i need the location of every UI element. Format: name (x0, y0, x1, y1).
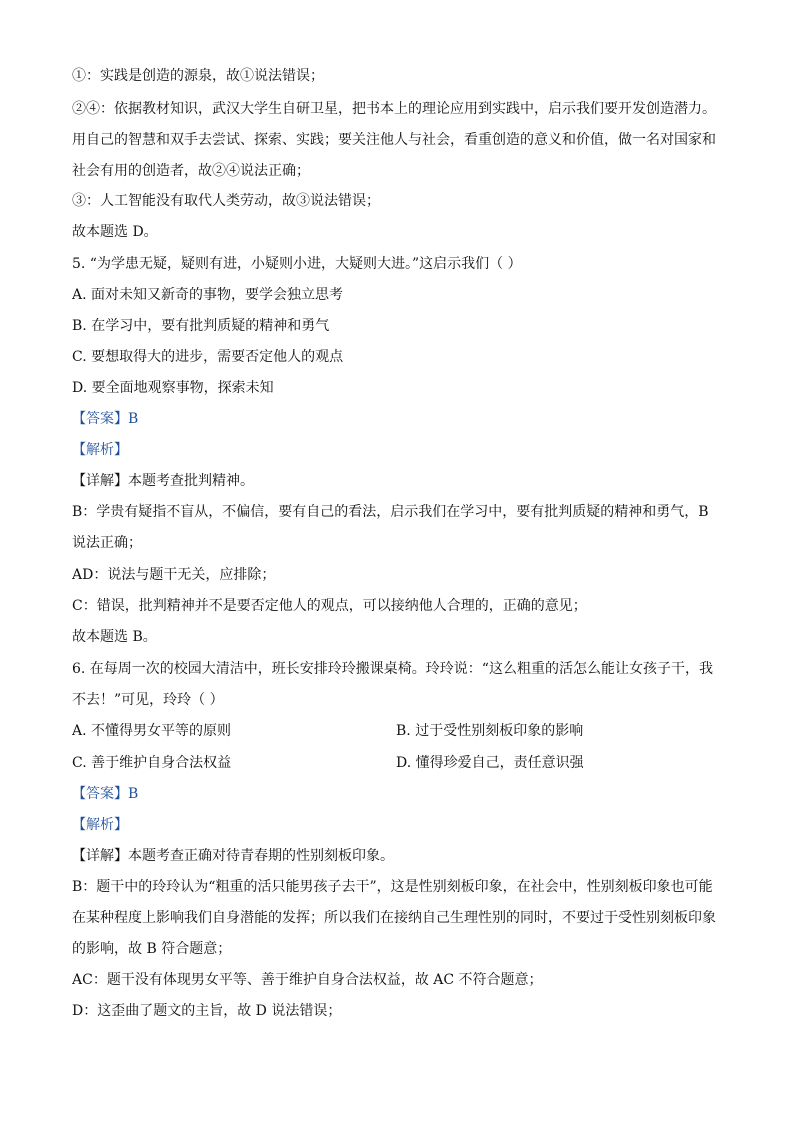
question-5-stem: 5. “为学患无疑，疑则有进，小疑则小进，大疑则大进。”这启示我们（ ） (72, 256, 522, 272)
question-6-option-d: D. 懂得珍爱自己，责任意识强 (396, 755, 584, 771)
detail-line: D：这歪曲了题文的主旨，故 D 说法错误； (72, 1003, 342, 1019)
explanation-line: 社会有用的创造者，故②④说法正确； (72, 163, 310, 179)
explanation-line: ②④：依据教材知识，武汉大学生自研卫星，把书本上的理论应用到实践中，启示我们要开发创造潜力。 (72, 101, 716, 117)
detail-line: 【详解】本题考查批判精神。 (72, 473, 254, 489)
detail-line: 在某种程度上影响我们自身潜能的发挥；所以我们在接纳自己生理性别的同时，不要过于受性别刻板印象 (72, 910, 716, 926)
detail-line: 说法正确； (72, 535, 142, 551)
question-5-option-a: A. 面对未知又新奇的事物，要学会独立思考 (72, 287, 344, 303)
detail-line: B：题干中的玲玲认为“粗重的活只能男孩子去干”，这是性别刻板印象，在社会中，性别刻板印象也可能 (72, 879, 713, 895)
analysis-label: 【解析】 (72, 442, 128, 458)
explanation-line: 用自己的智慧和双手去尝试、探索、实践；要关注他人与社会，看重创造的意义和价值，做一名对国家和 (72, 132, 716, 148)
detail-line: B：学贵有疑指不盲从，不偏信，要有自己的看法，启示我们在学习中，要有批判质疑的精神和勇气，B (72, 504, 709, 520)
question-5-option-d: D. 要全面地观察事物，探索未知 (72, 380, 274, 396)
explanation-line: ①：实践是创造的源泉，故①说法错误； (72, 68, 324, 84)
detail-line: C：错误，批判精神并不是要否定他人的观点，可以接纳他人合理的，正确的意见； (72, 598, 587, 614)
question-6-option-a: A. 不懂得男女平等的原则 (72, 723, 232, 739)
detail-line: 【详解】本题考查正确对待青春期的性别刻板印象。 (72, 848, 394, 864)
question-6-stem: 不去！”可见，玲玲（ ） (72, 692, 224, 708)
detail-line: AD：说法与题干无关，应排除； (72, 567, 276, 583)
answer-label: 【答案】B (72, 411, 139, 427)
answer-label: 【答案】B (72, 786, 139, 802)
question-5-option-b: B. 在学习中，要有批判质疑的精神和勇气 (72, 318, 330, 334)
question-6-stem: 6. 在每周一次的校园大清洁中，班长安排玲玲搬课桌椅。玲玲说：“这么粗重的活怎么能让女孩子干，我 (72, 661, 713, 677)
question-6-option-b: B. 过于受性别刻板印象的影响 (396, 723, 584, 739)
explanation-line: ③：人工智能没有取代人类劳动，故③说法错误； (72, 193, 380, 209)
analysis-label: 【解析】 (72, 817, 128, 833)
question-5-option-c: C. 要想取得大的进步，需要否定他人的观点 (72, 349, 344, 365)
question-6-option-c: C. 善于维护自身合法权益 (72, 755, 232, 771)
detail-line: 的影响，故 B 符合题意； (72, 941, 232, 957)
conclusion-line: 故本题选 D。 (72, 224, 158, 240)
conclusion-line: 故本题选 B。 (72, 629, 157, 645)
detail-line: AC：题干没有体现男女平等、善于维护自身合法权益，故 AC 不符合题意； (72, 972, 543, 988)
